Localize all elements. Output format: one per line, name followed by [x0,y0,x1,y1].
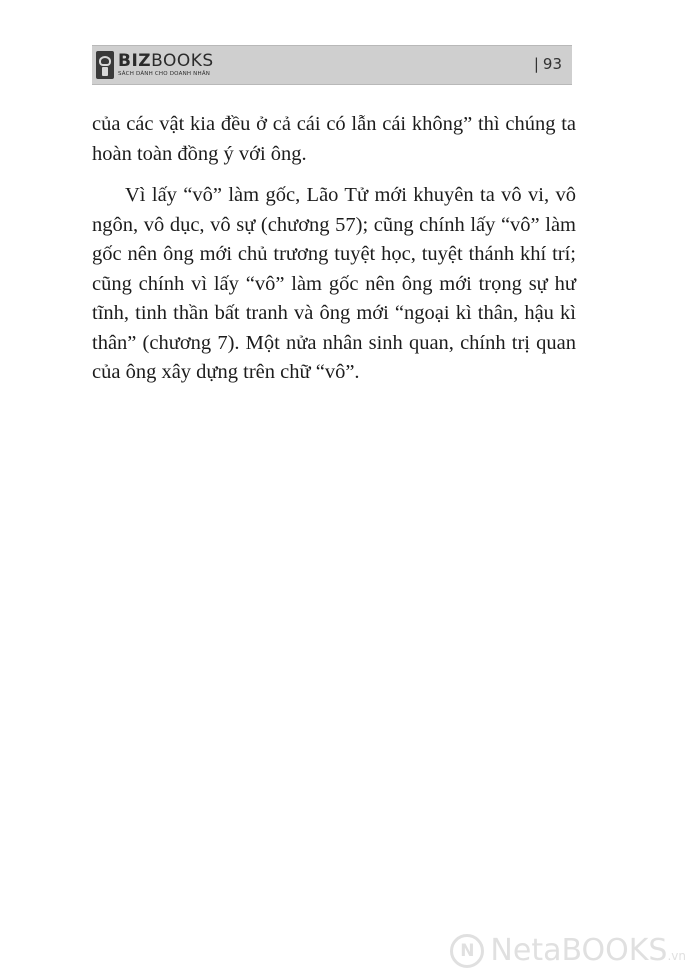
watermark-logo-icon: N [450,934,484,968]
page-number-value: 93 [542,55,562,73]
paragraph: Vì lấy “vô” làm gốc, Lão Tử mới khuyên ta vô vi, vô ngôn, vô dục, vô sự (chương 57); cũng chính lấy “vô” làm gốc nên ông mới chủ trương tuyệt học, tuyệt thánh khí trí; cũng chính vì lấy “vô” làm gốc nên ông mới trọng sự hư tĩnh, tinh thần bất tranh và ông mới “ngoại kì thân, hậu kì thân” (chương 7). Một nửa nhân sinh quan, chính trị quan của ông xây dựng trên chữ “vô”. [92,184,576,383]
page-header [92,45,572,85]
bizbooks-logo [96,50,214,80]
page-number [534,55,562,73]
watermark-text [490,933,686,968]
watermark-brand: NetaBOOKS [490,933,668,968]
brand-tagline: SÁCH DÀNH CHO DOANH NHÂN [118,70,211,77]
logo-mark-icon [96,51,114,79]
brand-name [118,50,214,71]
body-text [92,110,576,388]
watermark [450,933,686,968]
logo-text [118,50,214,78]
page-number-separator: | [533,55,539,73]
paragraph: của các vật kia đều ở cả cái có lẫn cái không” thì chúng ta hoàn toàn đồng ý với ông. [92,113,576,165]
brand-light: BOOKS [151,50,214,71]
watermark-suffix: .vn [667,949,686,963]
brand-bold: BIZ [118,50,152,71]
